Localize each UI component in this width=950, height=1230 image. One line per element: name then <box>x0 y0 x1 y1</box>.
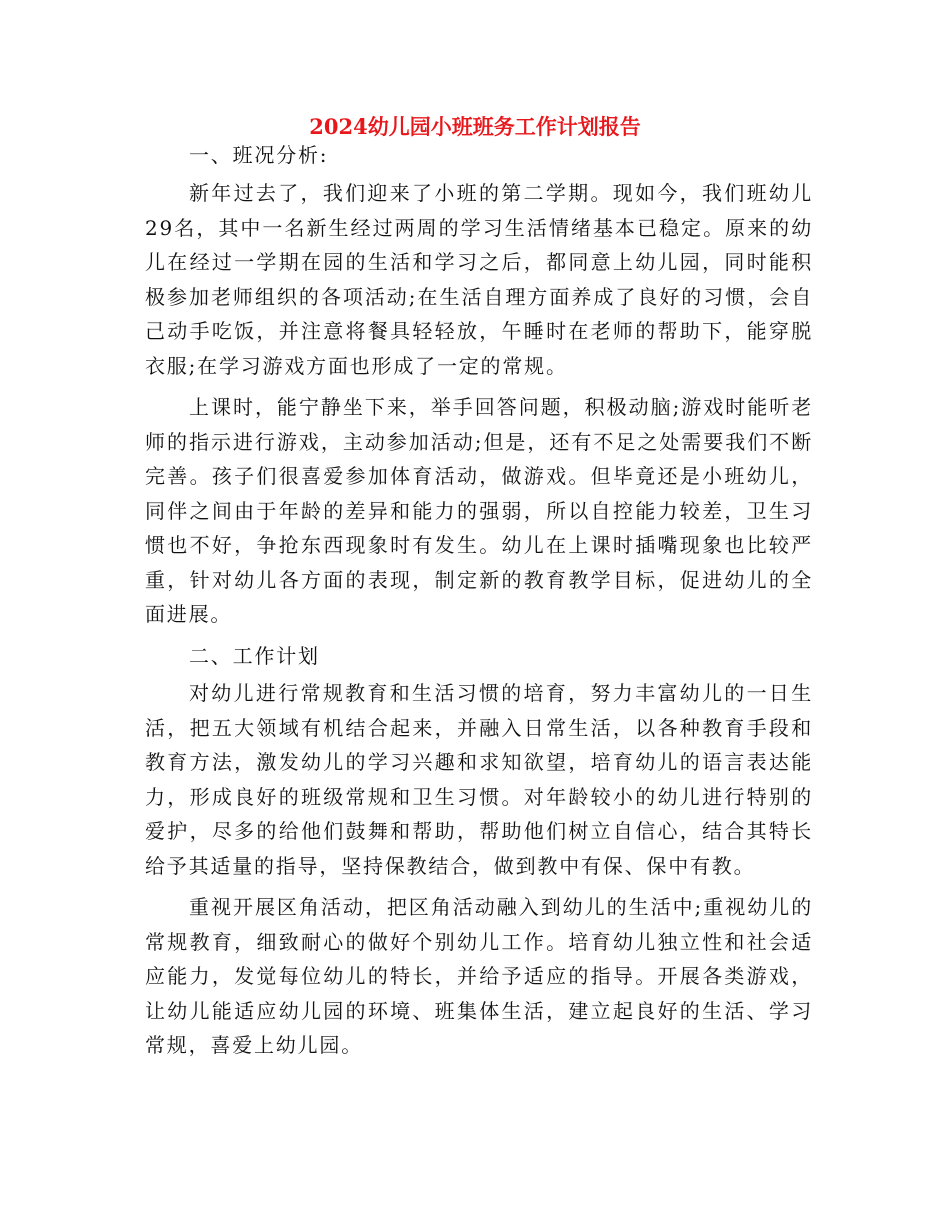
paragraph-work-plan-activities: 重视开展区角活动，把区角活动融入到幼儿的生活中;重视幼儿的常规教育，细致耐心的做好个别幼儿工作。培育幼儿独立性和社会适应能力，发觉每位幼儿的特长，并给予适应的指导。开展各类游戏，让幼儿能适应幼儿园的环境、班集体生活，建立起良好的生活、学习常规，喜爱上幼儿园。 <box>145 895 813 1057</box>
paragraph-class-behavior: 上课时，能宁静坐下来，举手回答问题，积极动脑;游戏时能听老师的指示进行游戏，主动参加活动;但是，还有不足之处需要我们不断完善。孩子们很喜爱参加体育活动，做游戏。但毕竟还是小班幼儿，同伴之间由于年龄的差异和能力的强弱，所以自控能力较差，卫生习惯也不好，争抢东西现象时有发生。幼儿在上课时插嘴现象也比较严重，针对幼儿各方面的表现，制定新的教育教学目标，促进幼儿的全面进展。 <box>145 395 813 626</box>
paragraph-work-plan-routine: 对幼儿进行常规教育和生活习惯的培育，努力丰富幼儿的一日生活，把五大领域有机结合起来，并融入日常生活，以各种教育手段和教育方法，激发幼儿的学习兴趣和求知欲望，培育幼儿的语言表达能力，形成良好的班级常规和卫生习惯。对年龄较小的幼儿进行特别的爱护，尽多的给他们鼓舞和帮助，帮助他们树立自信心，结合其特长给予其适量的指导，坚持保教结合，做到教中有保、保中有教。 <box>145 681 813 878</box>
paragraph-class-overview: 新年过去了，我们迎来了小班的第二学期。现如今，我们班幼儿29名，其中一名新生经过两周的学习生活情绪基本已稳定。原来的幼儿在经过一学期在园的生活和学习之后，都同意上幼儿园，同时能积极参加老师组织的各项活动;在生活自理方面养成了良好的习惯，会自己动手吃饭，并注意将餐具轻轻放，午睡时在老师的帮助下，能穿脱衣服;在学习游戏方面也形成了一定的常规。 <box>145 181 813 378</box>
section-heading-2: 二、工作计划 <box>189 643 320 668</box>
document-body <box>145 140 813 1070</box>
section-heading-1: 一、班况分析: <box>189 143 329 167</box>
document-title: 2024幼儿园小班班务工作计划报告 <box>309 114 641 139</box>
